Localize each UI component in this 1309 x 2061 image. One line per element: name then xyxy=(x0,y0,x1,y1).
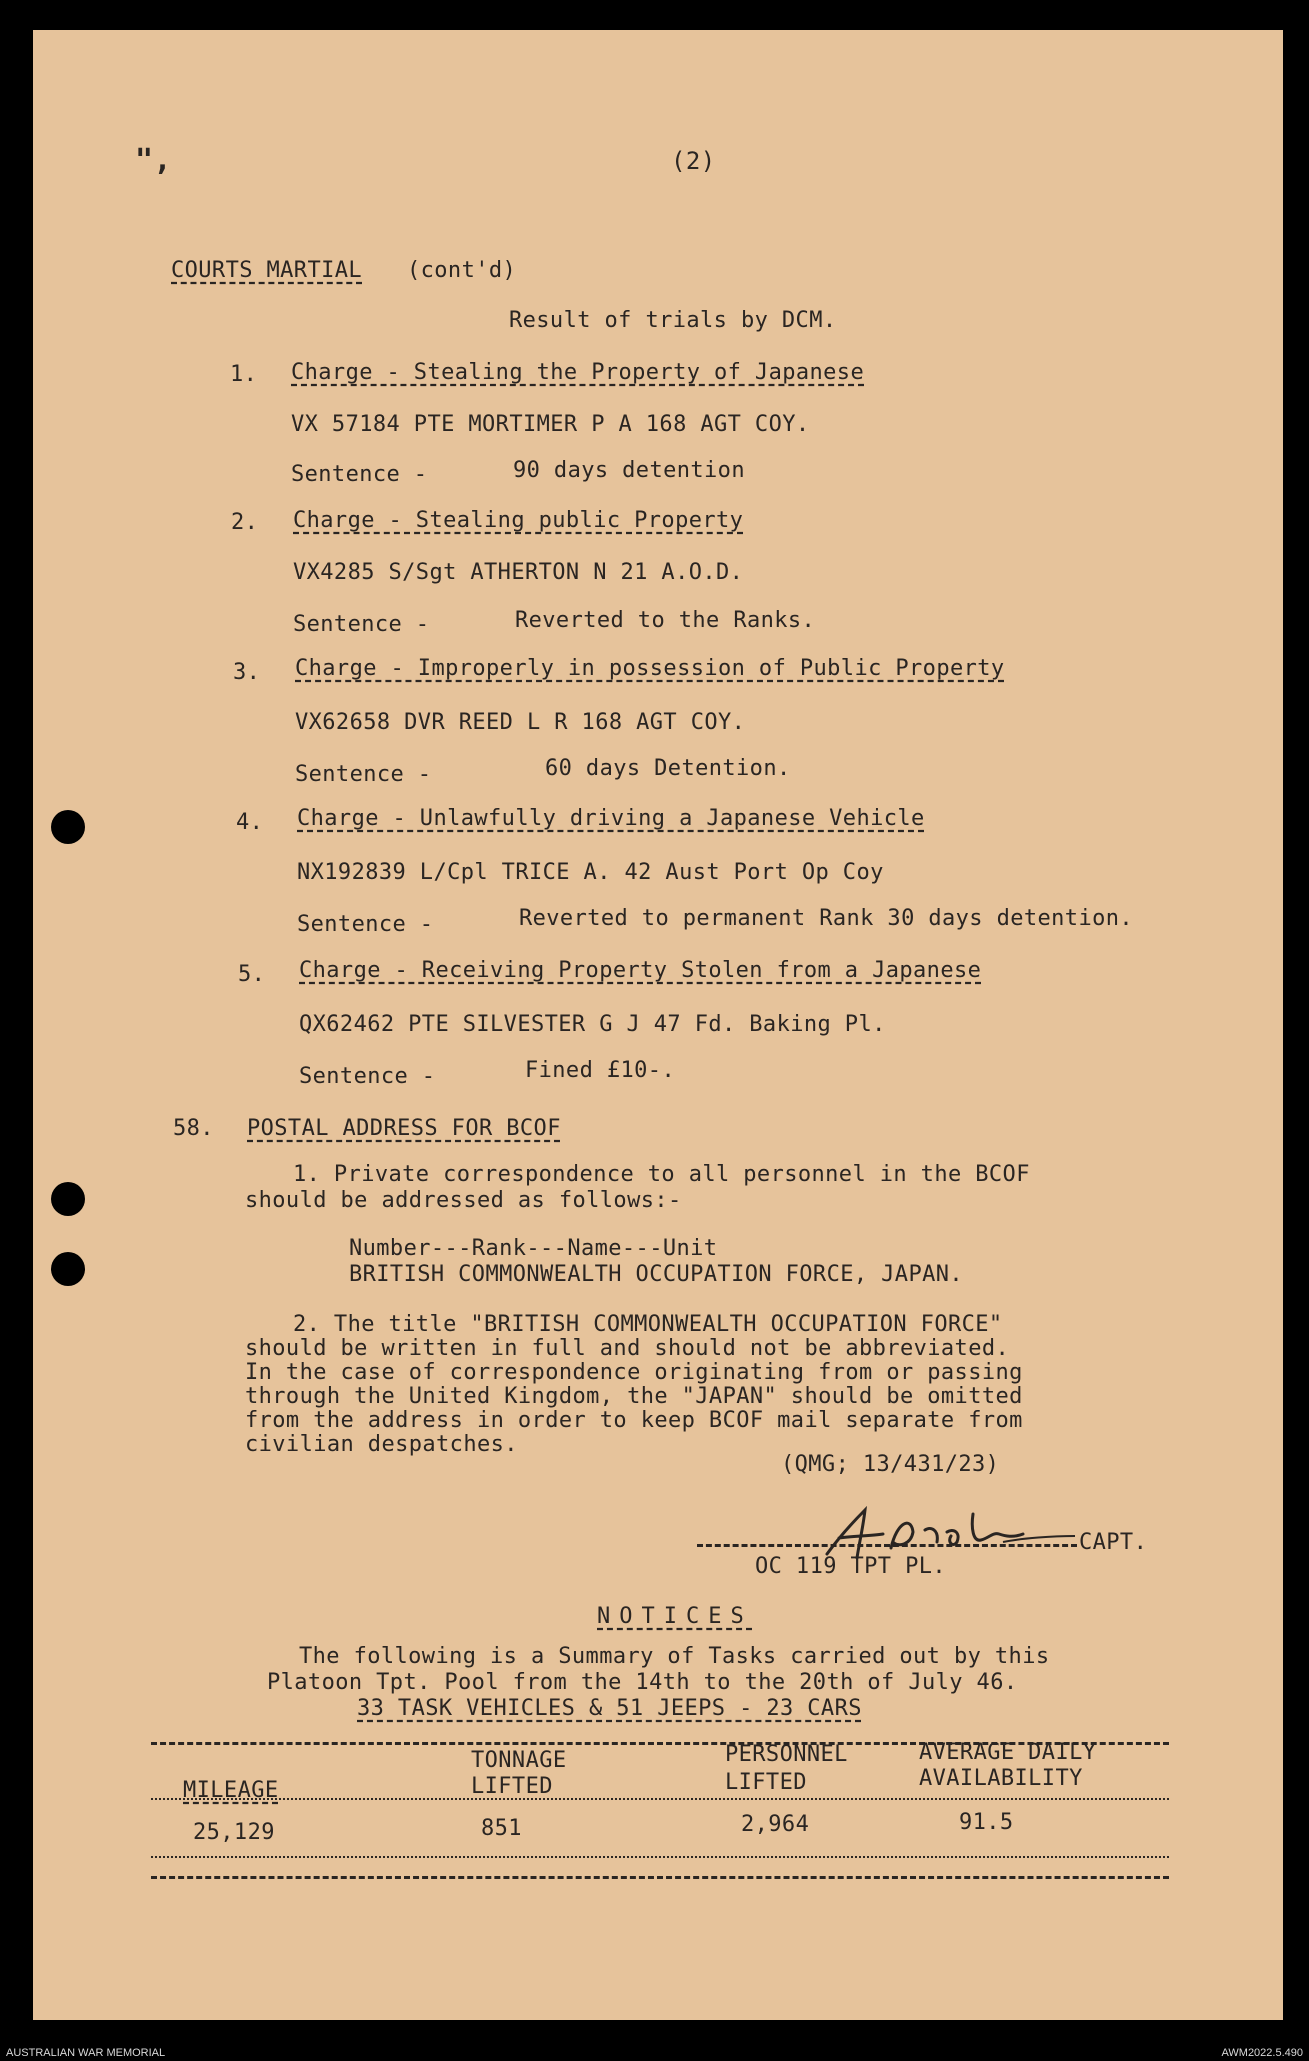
trial-charge: Charge - Improperly in possession of Public Property xyxy=(295,656,1005,681)
postal-para2-line: 2. The title "BRITISH COMMONWEALTH OCCUPATION FORCE" xyxy=(293,1312,1003,1337)
trial-number: 4. xyxy=(236,810,264,835)
trial-charge: Charge - Stealing the Property of Japanese xyxy=(291,360,865,385)
trial-sentence: 60 days Detention. xyxy=(545,756,791,781)
document-page xyxy=(33,30,1283,2020)
trial-charge: Charge - Unlawfully driving a Japanese Vehicle xyxy=(297,806,925,831)
address-format-line2: BRITISH COMMONWEALTH OCCUPATION FORCE, JAPAN. xyxy=(349,1262,964,1287)
trial-number: 2. xyxy=(231,510,259,535)
courts-martial-heading: COURTS MARTIAL xyxy=(171,258,363,283)
postal-para2-line: civilian despatches. xyxy=(245,1432,518,1457)
postal-heading: POSTAL ADDRESS FOR BCOF xyxy=(247,1116,561,1141)
notices-heading: NOTICES xyxy=(597,1604,753,1629)
postal-para2-line: should be written in full and should not be abbreviated. xyxy=(245,1336,1010,1361)
trial-sentence: Fined £10-. xyxy=(525,1058,676,1083)
col-header-mileage: MILEAGE xyxy=(183,1778,279,1803)
trial-accused: VX4285 S/Sgt ATHERTON N 21 A.O.D. xyxy=(293,560,744,585)
sentence-label: Sentence - xyxy=(293,612,430,637)
col-header-personnel-l2: LIFTED xyxy=(725,1770,807,1795)
trial-sentence: 90 days detention xyxy=(513,458,745,483)
sentence-label: Sentence - xyxy=(299,1064,436,1089)
sentence-label: Sentence - xyxy=(297,912,434,937)
punch-hole xyxy=(51,1252,85,1286)
trial-number: 3. xyxy=(233,660,261,685)
result-line: Result of trials by DCM. xyxy=(509,308,837,333)
contd-label: (cont'd) xyxy=(407,258,517,283)
trial-charge: Charge - Stealing public Property xyxy=(293,508,744,533)
trial-number: 5. xyxy=(238,962,266,987)
corner-mark: ", xyxy=(135,143,172,178)
sentence-label: Sentence - xyxy=(291,462,428,487)
trial-accused: VX 57184 PTE MORTIMER P A 168 AGT COY. xyxy=(291,412,810,437)
table-bottom-rule xyxy=(151,1856,1169,1858)
cell-average: 91.5 xyxy=(959,1810,1014,1835)
postal-number: 58. xyxy=(173,1116,214,1141)
col-header-tonnage-l2: LIFTED xyxy=(471,1774,553,1799)
notices-line1: The following is a Summary of Tasks carried out by this xyxy=(299,1644,1050,1669)
trial-accused: QX62462 PTE SILVESTER G J 47 Fd. Baking Pl. xyxy=(299,1012,886,1037)
trial-charge: Charge - Receiving Property Stolen from a Japanese xyxy=(299,958,982,983)
col-header-tonnage: TONNAGE xyxy=(471,1748,567,1773)
notices-line3: 33 TASK VEHICLES & 51 JEEPS - 23 CARS xyxy=(357,1696,862,1721)
punch-hole xyxy=(51,1182,85,1216)
page-number: (2) xyxy=(671,147,716,175)
postal-para2-line: from the address in order to keep BCOF mail separate from xyxy=(245,1408,1023,1433)
cell-personnel: 2,964 xyxy=(741,1812,810,1837)
col-header-personnel: PERSONNEL xyxy=(725,1742,848,1767)
postal-para1-line2: should be addressed as follows:- xyxy=(245,1188,682,1213)
trial-accused: NX192839 L/Cpl TRICE A. 42 Aust Port Op Coy xyxy=(297,860,884,885)
footer-left: AUSTRALIAN WAR MEMORIAL xyxy=(6,2047,166,2059)
cell-mileage: 25,129 xyxy=(193,1820,275,1845)
col-header-average-l2: AVAILABILITY xyxy=(919,1766,1083,1791)
postal-para2-line: through the United Kingdom, the "JAPAN" should be omitted xyxy=(245,1384,1023,1409)
trial-accused: VX62658 DVR REED L R 168 AGT COY. xyxy=(295,710,746,735)
signature-unit: OC 119 TPT PL. xyxy=(755,1554,947,1579)
postal-para1-line1: 1. Private correspondence to all personnel in the BCOF xyxy=(293,1162,1030,1187)
trial-number: 1. xyxy=(230,362,258,387)
signature-rank: CAPT. xyxy=(1079,1530,1148,1555)
signature-rule xyxy=(697,1544,1077,1547)
punch-hole xyxy=(51,810,85,844)
reference: (QMG; 13/431/23) xyxy=(781,1452,1000,1477)
postal-para2-line: In the case of correspondence originating from or passing xyxy=(245,1360,1023,1385)
trial-sentence: Reverted to permanent Rank 30 days detention. xyxy=(519,906,1134,931)
table-double-rule xyxy=(151,1876,1169,1879)
notices-line2: Platoon Tpt. Pool from the 14th to the 20th of July 46. xyxy=(267,1670,1018,1695)
footer-right: AWM2022.5.490 xyxy=(1221,2047,1303,2059)
col-header-average: AVERAGE DAILY xyxy=(919,1740,1097,1765)
cell-tonnage: 851 xyxy=(481,1816,522,1841)
trial-sentence: Reverted to the Ranks. xyxy=(515,608,816,633)
table-header-rule xyxy=(151,1798,1169,1800)
address-format-line1: Number---Rank---Name---Unit xyxy=(349,1236,718,1261)
sentence-label: Sentence - xyxy=(295,762,432,787)
